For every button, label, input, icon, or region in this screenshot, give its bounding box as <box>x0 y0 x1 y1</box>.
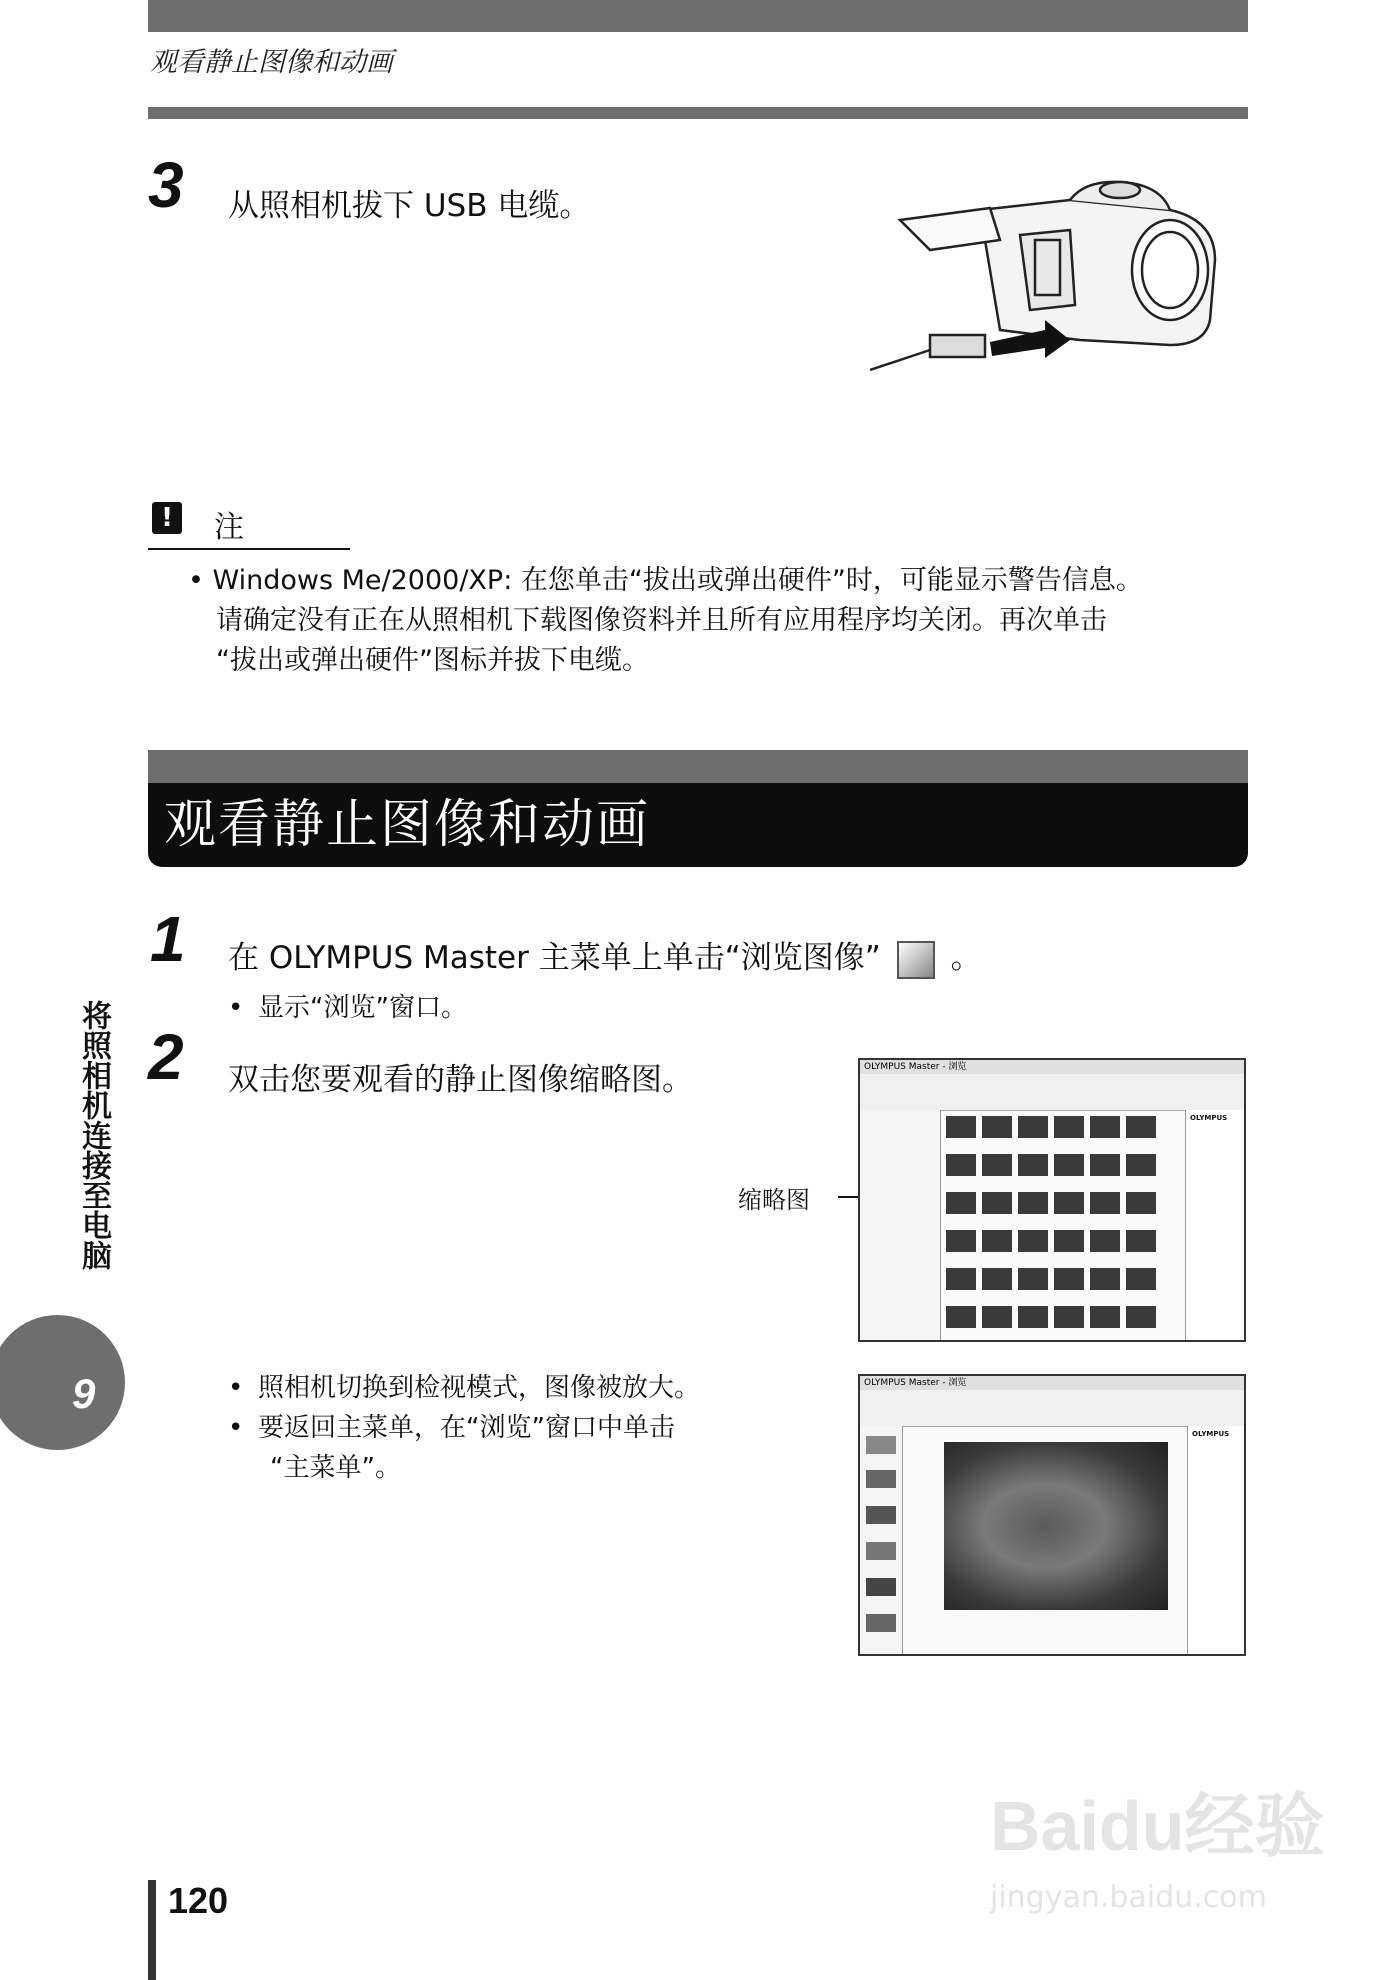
section-band <box>148 750 1248 786</box>
header-bottom-rule <box>148 107 1248 119</box>
browse-left-panel <box>860 1110 941 1342</box>
step-3-text: 从照相机拔下 USB 电缆。 <box>228 188 591 224</box>
chapter-side-text: 将照相机连接至电脑 <box>76 1000 111 1270</box>
browse-toolbar <box>860 1074 1246 1111</box>
browse-images-icon <box>897 941 935 979</box>
chapter-number: 9 <box>72 1370 96 1417</box>
browse-window-title: OLYMPUS Master - 浏览 <box>860 1060 1244 1075</box>
note-line-1: • Windows Me/2000/XP: 在您单击“拔出或弹出硬件”时，可能显示警告信息。 <box>188 565 1143 596</box>
enlarged-flower-image <box>944 1442 1168 1610</box>
baidu-watermark: Baidu经验 <box>990 1787 1325 1865</box>
browse-brand: OLYMPUS <box>1185 1110 1244 1342</box>
step-2-text: 双击您要观看的静止图像缩略图。 <box>228 1062 693 1098</box>
step-2-number: 2 <box>148 1021 184 1093</box>
note-underline <box>148 548 350 550</box>
bullet-2-cont: “主菜单”。 <box>270 1453 401 1483</box>
step-3-number: 3 <box>148 149 184 221</box>
view-brand: OLYMPUS <box>1187 1426 1244 1656</box>
note-line-3: “拔出或弹出硬件”图标并拔下电缆。 <box>216 645 649 676</box>
header-title: 观看静止图像和动画 <box>150 47 393 78</box>
step-1-sub: • 显示“浏览”窗口。 <box>228 993 467 1023</box>
step-1-number: 1 <box>150 903 186 975</box>
page-number-rule <box>148 1880 156 1980</box>
bullet-1: • 照相机切换到检视模式，图像被放大。 <box>228 1373 701 1403</box>
note-label: 注 <box>214 510 244 545</box>
view-window-screenshot <box>858 1374 1246 1656</box>
chapter-tab <box>0 1315 125 1450</box>
note-line-2: 请确定没有正在从照相机下载图像资料并且所有应用程序均关闭。再次单击 <box>216 605 1107 636</box>
view-toolbar <box>860 1390 1246 1427</box>
note-warning-icon: ! <box>152 502 182 534</box>
bullet-2: • 要返回主菜单，在“浏览”窗口中单击 <box>228 1413 675 1443</box>
view-window-title: OLYMPUS Master - 浏览 <box>860 1376 1244 1391</box>
section-title: 观看静止图像和动画 <box>148 783 1248 867</box>
bullet-2-text: 要返回主菜单，在“浏览”窗口中单击 <box>258 1413 675 1443</box>
bullet-1-text: 照相机切换到检视模式，图像被放大。 <box>258 1373 701 1403</box>
step-1-text-main: 在 OLYMPUS Master 主菜单上单击“浏览图像” <box>228 940 881 976</box>
step-1-text <box>228 932 982 979</box>
baidu-watermark-url: jingyan.baidu.com <box>990 1880 1267 1915</box>
view-filmstrip <box>860 1426 903 1656</box>
thumbnail-callout-label: 缩略图 <box>738 1186 810 1214</box>
header-top-bar <box>148 0 1248 32</box>
step-1-sub-text: 显示“浏览”窗口。 <box>258 993 467 1023</box>
thumbnail-grid <box>944 1114 1194 1334</box>
camera-usb-illustration <box>870 180 1230 380</box>
step-1-text-after: 。 <box>950 940 982 976</box>
page-number: 120 <box>168 1880 229 1921</box>
browse-window-screenshot <box>858 1058 1246 1342</box>
